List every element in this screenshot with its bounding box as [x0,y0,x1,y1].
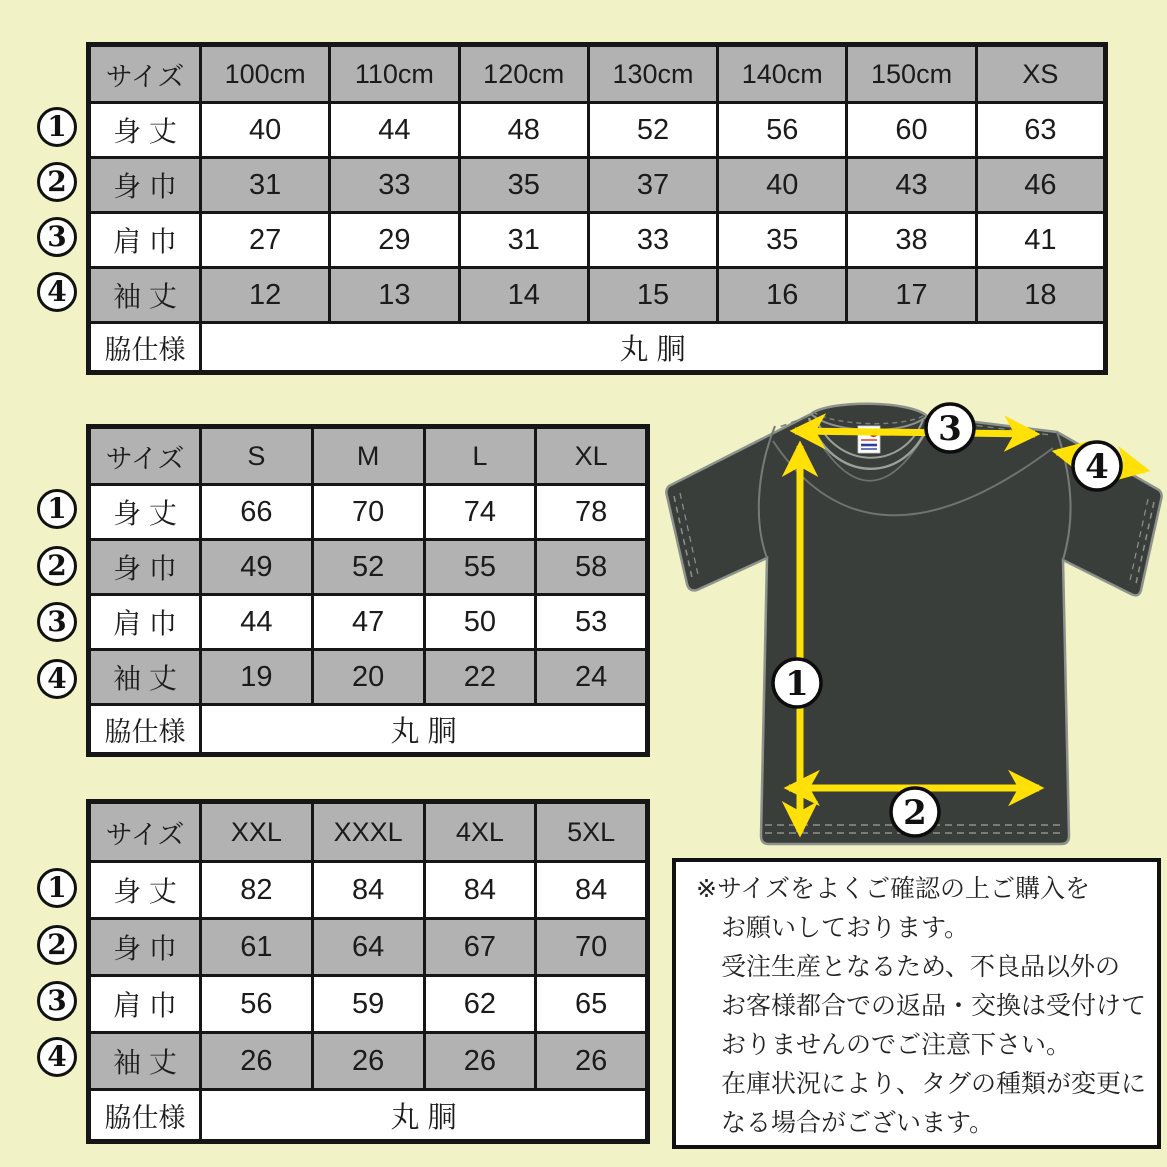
value-cell: 52 [312,540,424,595]
header-cell: XL [536,427,648,485]
value-cell: 31 [459,213,588,268]
value-cell: 20 [312,650,424,705]
value-cell: 43 [847,158,976,213]
svg-text:4: 4 [1085,447,1109,487]
value-cell: 26 [424,1033,536,1090]
footer-value-cell: 丸 胴 [201,705,648,755]
table-row-body-length [89,485,648,540]
table-row-body-width [89,158,1106,213]
row-marker-3: 3 [37,602,77,642]
header-cell: 5XL [536,802,648,862]
row-label-cell: 身 巾 [89,158,201,213]
note-line: ※サイズをよくご確認の上ご購入を [696,875,1090,903]
row-marker-4: 4 [37,1037,77,1077]
header-cell: M [312,427,424,485]
value-cell: 14 [459,268,588,323]
note-line: 在庫状況により、タグの種類が変更に [721,1070,1147,1098]
header-cell: XXL [201,802,313,862]
value-cell: 74 [424,485,536,540]
row-marker-2: 2 [37,546,77,586]
table-row-sleeve-length [89,1033,648,1090]
value-cell: 62 [424,976,536,1033]
measure-arrow-shoulder-width [795,431,1035,434]
footer-label-cell: 脇仕様 [89,323,201,373]
measure-marker-3 [926,404,974,452]
note-line: なる場合がございます。 [721,1109,995,1137]
svg-text:3: 3 [938,409,962,449]
row-label-cell: 身 丈 [89,103,201,158]
value-cell: 38 [847,213,976,268]
svg-text:2: 2 [903,793,927,833]
table-header-row [89,802,648,862]
table-row-side-spec [89,705,648,755]
value-cell: 66 [201,485,313,540]
row-label-cell: 身 巾 [89,919,201,976]
value-cell: 33 [330,158,459,213]
size-header-cell: サイズ [89,802,201,862]
value-cell: 26 [201,1033,313,1090]
tshirt-measure-diagram [663,396,1163,853]
value-cell: 52 [588,103,717,158]
header-cell: S [201,427,313,485]
footer-label-cell: 脇仕様 [89,1090,201,1142]
value-cell: 24 [536,650,648,705]
value-cell: 60 [847,103,976,158]
table-row-shoulder-width [89,213,1106,268]
value-cell: 55 [424,540,536,595]
value-cell: 59 [312,976,424,1033]
value-cell: 82 [201,862,313,919]
value-cell: 17 [847,268,976,323]
note-line: お願いしております。 [721,914,970,942]
header-cell: 140cm [718,45,847,103]
value-cell: 70 [312,485,424,540]
row-marker-4: 4 [37,272,77,312]
footer-value-cell: 丸 胴 [201,1090,648,1142]
size-table-kids [86,42,1108,375]
row-label-cell: 肩 巾 [89,595,201,650]
header-cell: 4XL [424,802,536,862]
value-cell: 29 [330,213,459,268]
table-row-shoulder-width [89,976,648,1033]
value-cell: 12 [201,268,330,323]
value-cell: 13 [330,268,459,323]
value-cell: 56 [718,103,847,158]
value-cell: 26 [536,1033,648,1090]
header-cell: XXXL [312,802,424,862]
row-marker-1: 1 [37,489,77,529]
value-cell: 67 [424,919,536,976]
row-label-cell: 肩 巾 [89,976,201,1033]
value-cell: 58 [536,540,648,595]
row-label-cell: 身 丈 [89,485,201,540]
note-line: お客様都合での返品・交換は受付けて [721,992,1147,1020]
note-line: おりませんのでご注意下さい。 [721,1031,1072,1059]
row-marker-3: 3 [37,217,77,257]
row-marker-3: 3 [37,981,77,1021]
table-row-sleeve-length [89,650,648,705]
value-cell: 53 [536,595,648,650]
row-marker-4: 4 [37,659,77,699]
table-row-shoulder-width [89,595,648,650]
table-row-sleeve-length [89,268,1106,323]
row-label-cell: 袖 丈 [89,1033,201,1090]
row-marker-1: 1 [37,107,77,147]
value-cell: 61 [201,919,313,976]
value-cell: 47 [312,595,424,650]
value-cell: 40 [201,103,330,158]
value-cell: 18 [976,268,1105,323]
table-row-body-width [89,540,648,595]
table-header-row [89,427,648,485]
header-cell: 100cm [201,45,330,103]
value-cell: 33 [588,213,717,268]
row-marker-2: 2 [37,162,77,202]
size-header-cell: サイズ [89,45,201,103]
table-row-body-length [89,862,648,919]
row-label-cell: 身 巾 [89,540,201,595]
note-line: 受注生産となるため、不良品以外の [721,953,1121,981]
value-cell: 27 [201,213,330,268]
header-cell: 130cm [588,45,717,103]
value-cell: 84 [536,862,648,919]
svg-text:1: 1 [785,664,809,704]
value-cell: 44 [201,595,313,650]
purchase-note-box [672,858,1161,1149]
measure-marker-2 [891,788,939,836]
row-marker-2: 2 [37,925,77,965]
row-label-cell: 袖 丈 [89,650,201,705]
row-label-cell: 身 丈 [89,862,201,919]
row-label-cell: 肩 巾 [89,213,201,268]
header-cell: L [424,427,536,485]
value-cell: 70 [536,919,648,976]
value-cell: 65 [536,976,648,1033]
value-cell: 16 [718,268,847,323]
header-cell: 150cm [847,45,976,103]
value-cell: 84 [424,862,536,919]
footer-value-cell: 丸 胴 [201,323,1106,373]
value-cell: 41 [976,213,1105,268]
measure-marker-1 [773,659,821,707]
header-cell: 110cm [330,45,459,103]
value-cell: 40 [718,158,847,213]
value-cell: 35 [718,213,847,268]
value-cell: 50 [424,595,536,650]
table-row-body-length [89,103,1106,158]
size-table-adult [86,424,650,757]
value-cell: 56 [201,976,313,1033]
table-header-row [89,45,1106,103]
value-cell: 44 [330,103,459,158]
size-table-big [86,799,650,1144]
value-cell: 63 [976,103,1105,158]
value-cell: 46 [976,158,1105,213]
header-cell: XS [976,45,1105,103]
table-row-side-spec [89,323,1106,373]
footer-label-cell: 脇仕様 [89,705,201,755]
value-cell: 35 [459,158,588,213]
table-row-body-width [89,919,648,976]
value-cell: 37 [588,158,717,213]
value-cell: 49 [201,540,313,595]
value-cell: 26 [312,1033,424,1090]
value-cell: 19 [201,650,313,705]
header-cell: 120cm [459,45,588,103]
value-cell: 31 [201,158,330,213]
value-cell: 64 [312,919,424,976]
value-cell: 15 [588,268,717,323]
row-label-cell: 袖 丈 [89,268,201,323]
measure-marker-4 [1073,442,1121,490]
value-cell: 78 [536,485,648,540]
value-cell: 48 [459,103,588,158]
row-marker-1: 1 [37,868,77,908]
table-row-side-spec [89,1090,648,1142]
value-cell: 22 [424,650,536,705]
size-header-cell: サイズ [89,427,201,485]
value-cell: 84 [312,862,424,919]
